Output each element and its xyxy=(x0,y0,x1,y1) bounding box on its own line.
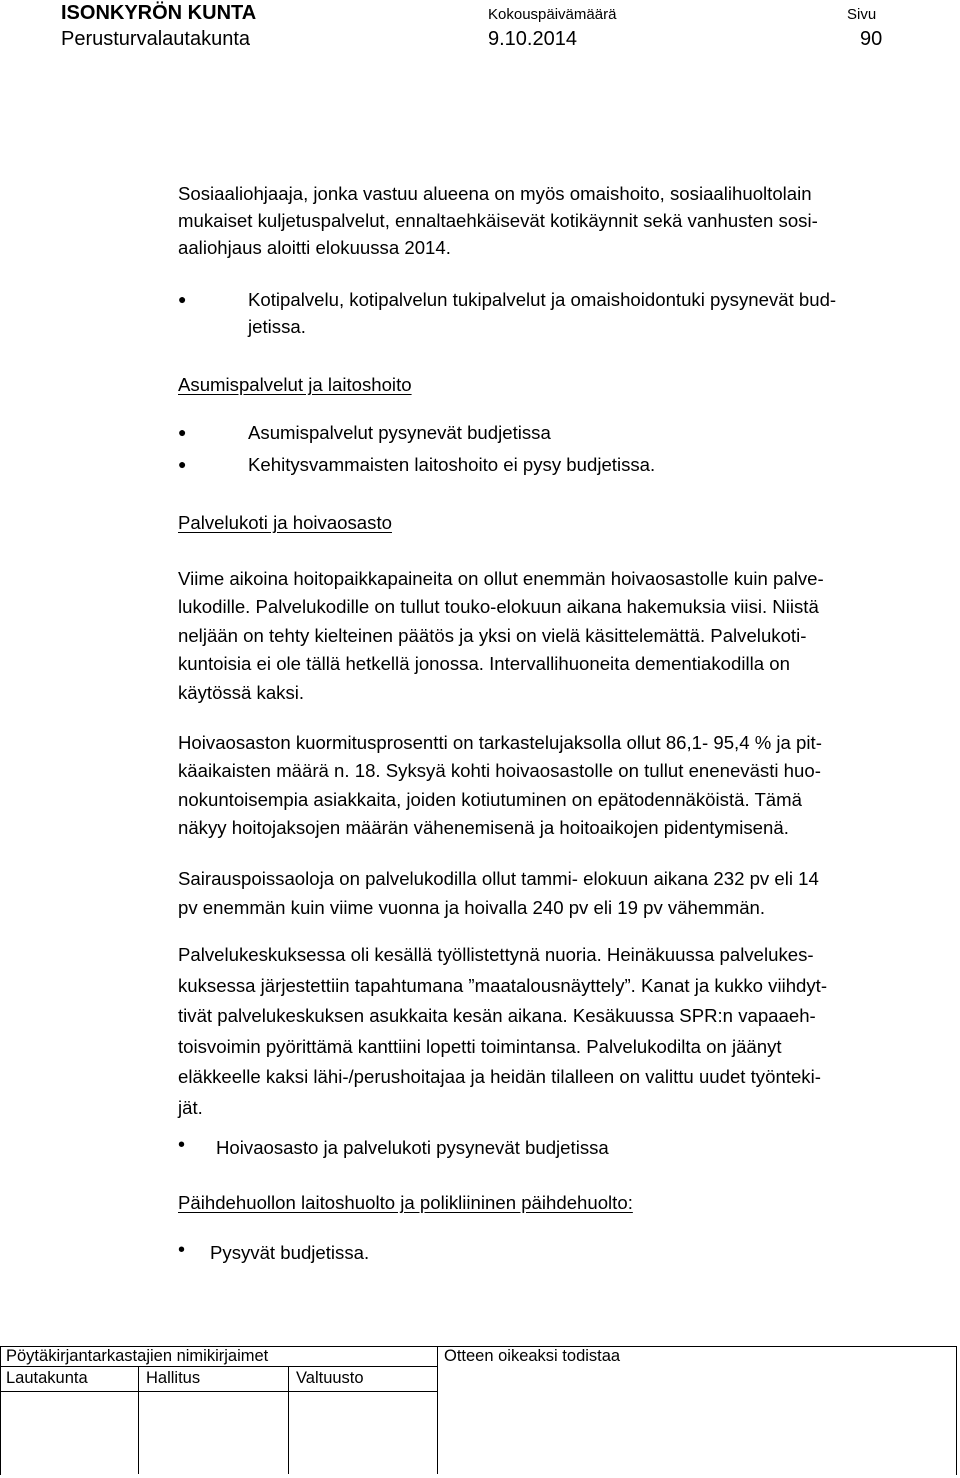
bullet-text: Hoivaosasto ja palvelukoti pysynevät budjetissa xyxy=(216,1137,609,1158)
text-line: Palvelukeskuksessa oli kesällä työllistettynä nuoria. Heinäkuussa palvelukes- xyxy=(178,944,814,965)
organization-name: ISONKYRÖN KUNTA xyxy=(61,2,257,24)
text-line: tivät palvelukeskuksen asukkaita kesän aikana. Kesäkuussa SPR:n vapaaeh- xyxy=(178,1005,816,1026)
signatures-label: Pöytäkirjantarkastajien nimikirjaimet xyxy=(6,1347,269,1365)
column-lautakunta: Lautakunta xyxy=(6,1369,88,1387)
page-label: Sivu xyxy=(847,6,877,23)
text-line: aaliohjaus aloitti elokuussa 2014. xyxy=(178,237,451,258)
page-number: 90 xyxy=(860,28,883,50)
meeting-date-label: Kokouspäivämäärä xyxy=(488,6,617,23)
paragraph-care-ward xyxy=(178,729,822,843)
heading-housing-services: Asumispalvelut ja laitoshoito xyxy=(178,374,412,395)
divider xyxy=(437,1346,438,1474)
text-line: kuntoisia ei ole tällä hetkellä jonossa. Intervallihuoneita dementiakodilla on xyxy=(178,653,790,675)
text-line: käaikaisten määrä n. 18. Syksyä kohti hoivaosastolle on tullut enenevästi huo- xyxy=(178,760,821,782)
board-name: Perusturvalautakunta xyxy=(61,28,251,50)
text-line: näkyy hoitojaksojen määrän vähenemisenä ja hoitoaikojen pidentymisenä. xyxy=(178,817,789,839)
bullet-icon: • xyxy=(178,1134,186,1156)
paragraph-social-worker xyxy=(178,180,818,261)
text-line: jetissa. xyxy=(248,316,306,337)
bullet-icon: ● xyxy=(178,424,187,440)
text-line: Hoivaosaston kuormitusprosentti on tarkastelujaksolla ollut 86,1- 95,4 % ja pit- xyxy=(178,732,822,753)
text-line: pv enemmän kuin viime vuonna ja hoivalla 240 pv eli 19 pv vähemmän. xyxy=(178,897,766,918)
divider xyxy=(288,1366,289,1474)
text-line: jät. xyxy=(178,1096,203,1118)
heading-service-home: Palvelukoti ja hoivaosasto xyxy=(178,512,392,533)
paragraph-service-home xyxy=(178,565,824,707)
paragraph-sick-leave xyxy=(178,864,819,922)
column-valtuusto: Valtuusto xyxy=(296,1369,364,1387)
bullet-text: Pysyvät budjetissa. xyxy=(210,1242,370,1263)
extract-certified-label: Otteen oikeaksi todistaa xyxy=(444,1347,621,1365)
divider xyxy=(138,1366,139,1474)
text-line: käytössä kaksi. xyxy=(178,681,305,703)
divider xyxy=(0,1391,437,1392)
text-line: Sairauspoissaoloja on palvelukodilla ollut tammi- elokuun aikana 232 pv eli 14 xyxy=(178,868,819,889)
bullet-text: Asumispalvelut pysynevät budjetissa xyxy=(248,422,551,443)
meeting-date: 9.10.2014 xyxy=(488,28,577,50)
text-line: lukodille. Palvelukodille on tullut touko-elokuun aikana hakemuksia viisi. Niistä xyxy=(178,596,819,618)
text-line: eläkkeelle kaksi lähi-/perushoitajaa ja heidän tilalleen on valittu uudet työnteki- xyxy=(178,1066,821,1087)
text-line: Viime aikoina hoitopaikkapaineita on ollut enemmän hoivaosastolle kuin palve- xyxy=(178,568,824,589)
bullet-text: Kehitysvammaisten laitoshoito ei pysy budjetissa. xyxy=(248,454,656,475)
text-line: neljään on tehty kielteinen päätös ja yksi on vielä käsittelemättä. Palvelukoti- xyxy=(178,624,807,646)
bullet-icon: ● xyxy=(178,456,187,472)
text-line: mukaiset kuljetuspalvelut, ennaltaehkäisevät kotikäynnit sekä vanhusten sosi- xyxy=(178,210,818,231)
text-line: toisvoimin pyörittämä kanttiini lopetti toimintansa. Palvelukodilta on jäänyt xyxy=(178,1035,782,1057)
text-line: nokuntoisempia asiakkaita, joiden kotiutuminen on epätodennäköistä. Tämä xyxy=(178,788,802,810)
paragraph-service-center xyxy=(178,940,827,1123)
heading-substance-abuse: Päihdehuollon laitoshuolto ja polikliininen päihdehuolto: xyxy=(178,1192,633,1213)
text-line: Kotipalvelu, kotipalvelun tukipalvelut ja omaishoidontuki pysynevät bud- xyxy=(248,289,837,310)
bullet-icon: ● xyxy=(178,291,187,307)
text-line: Sosiaaliohjaaja, jonka vastuu alueena on myös omaishoito, sosiaalihuoltolain xyxy=(178,183,812,204)
column-hallitus: Hallitus xyxy=(146,1369,201,1387)
text-line: kuksessa järjestettiin tapahtumana ”maatalousnäyttely”. Kanat ja kukko viihdyt- xyxy=(178,974,828,996)
divider xyxy=(0,1366,437,1367)
bullet-icon: • xyxy=(178,1239,186,1261)
